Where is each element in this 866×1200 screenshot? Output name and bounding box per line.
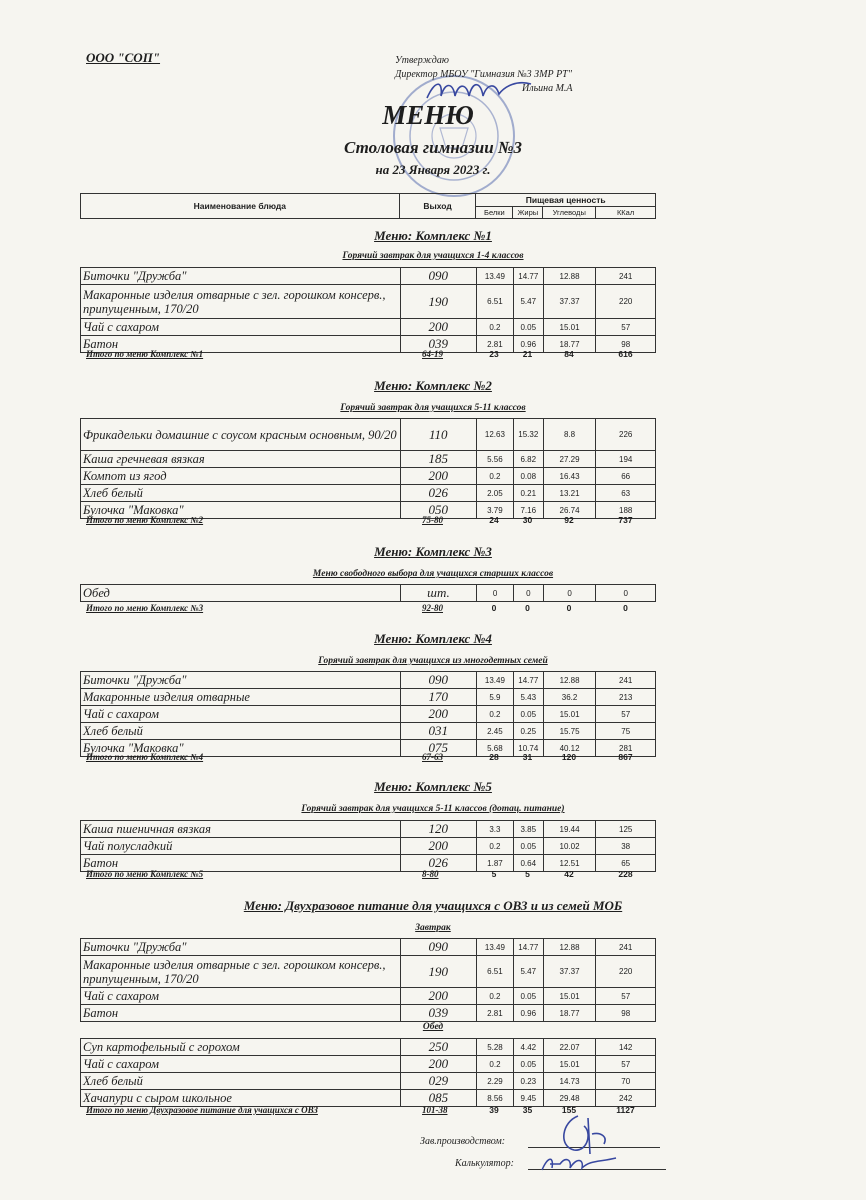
dish-output: 026 — [400, 855, 476, 872]
document-subtitle: Столовая гимназии №3 — [343, 138, 523, 157]
table-row — [81, 956, 656, 988]
dish-output: 039 — [400, 336, 476, 353]
dish-fat: 0.21 — [513, 485, 543, 502]
dish-name: Обед — [81, 585, 401, 602]
dish-fat: 14.77 — [513, 672, 543, 689]
dish-fat: 7.16 — [513, 502, 543, 519]
section-title: Меню: Комплекс №4 — [374, 631, 492, 646]
dish-output: 200 — [400, 988, 476, 1005]
dish-kcal: 57 — [596, 319, 656, 336]
dish-output: 200 — [400, 468, 476, 485]
menu-table — [80, 584, 656, 602]
total-output: 64-19 — [422, 349, 443, 359]
dish-name: Булочка "Маковка" — [81, 502, 401, 519]
total-kcal: 616 — [618, 349, 633, 359]
dish-name: Каша гречневая вязкая — [81, 451, 401, 468]
dish-fat: 0.05 — [513, 838, 543, 855]
total-kcal: 867 — [618, 752, 633, 762]
dish-kcal: 220 — [596, 956, 656, 988]
dish-output: 110 — [400, 419, 476, 451]
document-date: на 23 Января 2023 г. — [375, 162, 491, 177]
dish-fat: 10.74 — [513, 740, 543, 757]
dish-fat: 3.85 — [513, 821, 543, 838]
document-title: МЕНЮ — [382, 100, 474, 130]
dish-protein: 2.29 — [477, 1073, 514, 1090]
dish-output: 090 — [400, 939, 476, 956]
table-row — [81, 285, 656, 319]
dish-kcal: 57 — [596, 988, 656, 1005]
total-label: Итого по меню Двухразовое питание для учащихся с ОВЗ — [86, 1105, 318, 1115]
total-output: 8-80 — [422, 869, 439, 879]
dish-name: Биточки "Дружба" — [81, 672, 401, 689]
total-fat: 5 — [525, 869, 530, 879]
dish-name: Хачапури с сыром школьное — [81, 1090, 401, 1107]
dish-protein: 2.81 — [477, 336, 514, 353]
dish-kcal: 70 — [596, 1073, 656, 1090]
dish-fat: 0.05 — [513, 988, 543, 1005]
total-fat: 21 — [522, 349, 533, 359]
dish-carbs: 18.77 — [543, 1005, 596, 1022]
dish-name: Хлеб белый — [81, 1073, 401, 1090]
dish-output: 026 — [400, 485, 476, 502]
table-row — [81, 1073, 656, 1090]
total-fat: 35 — [522, 1105, 533, 1115]
dish-output: 039 — [400, 1005, 476, 1022]
dish-protein: 2.05 — [476, 485, 513, 502]
section-title: Меню: Двухразовое питание для учащихся с ОВЗ и из семей МОБ — [243, 898, 623, 913]
dish-protein: 5.28 — [477, 1039, 514, 1056]
dish-fat: 14.77 — [513, 939, 543, 956]
section-subtitle: Обед — [422, 1022, 444, 1032]
dish-output: шт. — [400, 585, 477, 602]
production-manager-label: Зав.производством: — [420, 1136, 506, 1147]
section-subtitle: Горячий завтрак для учащихся 1-4 классов — [342, 251, 524, 261]
dish-carbs: 0 — [543, 585, 596, 602]
dish-name: Батон — [81, 336, 401, 353]
header-carbs: Углеводы — [543, 207, 596, 219]
dish-name: Чай с сахаром — [81, 319, 401, 336]
calculator-signature-icon — [540, 1150, 620, 1176]
dish-protein: 0.2 — [476, 706, 513, 723]
dish-protein: 5.56 — [476, 451, 513, 468]
dish-carbs: 36.2 — [543, 689, 596, 706]
dish-kcal: 38 — [596, 838, 656, 855]
section-title: Меню: Комплекс №3 — [374, 544, 492, 559]
dish-carbs: 10.02 — [543, 838, 596, 855]
dish-kcal: 57 — [596, 1056, 656, 1073]
dish-fat: 9.45 — [513, 1090, 543, 1107]
dish-output: 200 — [400, 706, 476, 723]
dish-carbs: 12.51 — [543, 855, 596, 872]
total-fat: 0 — [525, 603, 530, 613]
dish-name: Макаронные изделия отварные — [81, 689, 401, 706]
section-title: Меню: Комплекс №5 — [374, 779, 492, 794]
menu-table — [80, 820, 656, 872]
section-title: Меню: Комплекс №2 — [374, 378, 492, 393]
total-output: 92-80 — [422, 603, 443, 613]
dish-protein: 2.45 — [476, 723, 513, 740]
total-output: 67-63 — [422, 752, 443, 762]
dish-carbs: 15.01 — [543, 706, 596, 723]
menu-table — [80, 1038, 656, 1107]
table-row — [81, 706, 656, 723]
dish-kcal: 57 — [596, 706, 656, 723]
section-subtitle: Меню свободного выбора для учащихся старших классов — [312, 569, 554, 579]
total-output: 75-80 — [422, 515, 443, 525]
total-protein: 0 — [491, 603, 497, 613]
dish-fat: 0.05 — [513, 319, 543, 336]
section-subtitle: Горячий завтрак для учащихся 5-11 классов (дотац. питание) — [301, 804, 565, 814]
table-row — [81, 988, 656, 1005]
total-protein: 24 — [489, 515, 499, 525]
dish-kcal: 213 — [596, 689, 656, 706]
dish-carbs: 29.48 — [543, 1090, 596, 1107]
dish-carbs: 27.29 — [543, 451, 596, 468]
total-protein: 28 — [489, 752, 499, 762]
dish-carbs: 15.75 — [543, 723, 596, 740]
dish-name: Каша пшеничная вязкая — [81, 821, 401, 838]
table-row — [81, 485, 656, 502]
dish-output: 090 — [400, 268, 476, 285]
table-row — [81, 585, 656, 602]
dish-name: Суп картофельный с горохом — [81, 1039, 401, 1056]
dish-kcal: 0 — [596, 585, 656, 602]
menu-table — [80, 418, 656, 519]
dish-kcal: 75 — [596, 723, 656, 740]
dish-protein: 6.51 — [477, 285, 514, 319]
table-row — [81, 419, 656, 451]
total-kcal: 0 — [623, 603, 628, 613]
total-fat: 30 — [522, 515, 533, 525]
dish-name: Чай с сахаром — [81, 1056, 401, 1073]
total-label: Итого по меню Комплекс №4 — [86, 752, 204, 762]
dish-kcal: 142 — [596, 1039, 656, 1056]
dish-kcal: 242 — [596, 1090, 656, 1107]
dish-protein: 8.56 — [477, 1090, 514, 1107]
dish-protein: 0.2 — [476, 468, 513, 485]
dish-protein: 1.87 — [477, 855, 514, 872]
dish-name: Макаронные изделия отварные с зел. горошком консерв., припущенным, 170/20 — [81, 956, 401, 988]
dish-output: 250 — [400, 1039, 476, 1056]
total-output: 101-38 — [422, 1105, 448, 1115]
menu-table — [80, 267, 656, 353]
total-label: Итого по меню Комплекс №5 — [86, 869, 204, 879]
dish-output: 190 — [400, 285, 476, 319]
calculator-label: Калькулятор: — [455, 1158, 514, 1169]
dish-name: Хлеб белый — [81, 723, 401, 740]
header-nutrition: Пищевая ценность — [476, 194, 656, 207]
dish-kcal: 125 — [596, 821, 656, 838]
approve-line-2: Директор МБОУ "Гимназия №3 ЗМР РТ" — [395, 69, 572, 80]
org-name: ООО "СОП" — [86, 50, 161, 65]
dish-output: 200 — [400, 319, 476, 336]
dish-carbs: 18.77 — [543, 336, 596, 353]
total-carbs: 0 — [566, 603, 572, 613]
dish-fat: 6.82 — [513, 451, 543, 468]
dish-fat: 0.64 — [513, 855, 543, 872]
dish-name: Биточки "Дружба" — [81, 939, 401, 956]
dish-carbs: 22.07 — [543, 1039, 596, 1056]
dish-output: 185 — [400, 451, 476, 468]
section-title: Меню: Комплекс №1 — [374, 228, 492, 243]
header-protein: Белки — [476, 207, 513, 219]
table-row — [81, 1090, 656, 1107]
approve-line-3: Ильина М.А — [522, 83, 573, 94]
table-row — [81, 319, 656, 336]
total-protein: 5 — [491, 869, 497, 879]
total-carbs: 42 — [564, 869, 574, 879]
total-kcal: 737 — [618, 515, 633, 525]
header-kcal: ККал — [596, 207, 656, 219]
dish-protein: 0 — [477, 585, 514, 602]
dish-fat: 5.47 — [513, 956, 543, 988]
total-protein: 23 — [489, 349, 499, 359]
dish-kcal: 188 — [596, 502, 656, 519]
table-row — [81, 689, 656, 706]
dish-fat: 0.05 — [513, 1056, 543, 1073]
dish-protein: 5.9 — [476, 689, 513, 706]
dish-name: Макаронные изделия отварные с зел. горошком консерв., припущенным, 170/20 — [81, 285, 401, 319]
dish-output: 120 — [400, 821, 476, 838]
dish-protein: 0.2 — [477, 838, 514, 855]
menu-table — [80, 671, 656, 757]
total-carbs: 84 — [564, 349, 574, 359]
total-carbs: 120 — [561, 752, 577, 762]
section-subtitle: Горячий завтрак для учащихся 5-11 классов — [340, 403, 526, 413]
dish-kcal: 65 — [596, 855, 656, 872]
dish-protein: 2.81 — [477, 1005, 514, 1022]
dish-fat: 5.47 — [513, 285, 543, 319]
total-protein: 39 — [489, 1105, 499, 1115]
dish-name: Хлеб белый — [81, 485, 401, 502]
dish-fat: 0.08 — [513, 468, 543, 485]
table-row — [81, 1056, 656, 1073]
dish-carbs: 12.88 — [543, 672, 596, 689]
dish-protein: 13.49 — [476, 672, 513, 689]
header-name: Наименование блюда — [81, 194, 400, 219]
dish-fat: 0.05 — [513, 706, 543, 723]
dish-name: Чай полусладкий — [81, 838, 401, 855]
table-row — [81, 451, 656, 468]
dish-fat: 0.96 — [513, 1005, 543, 1022]
total-label: Итого по меню Комплекс №1 — [86, 349, 204, 359]
dish-name: Булочка "Маковка" — [81, 740, 401, 757]
dish-protein: 6.51 — [477, 956, 514, 988]
dish-carbs: 37.37 — [543, 285, 596, 319]
dish-fat: 0 — [513, 585, 543, 602]
dish-carbs: 8.8 — [543, 419, 596, 451]
dish-output: 190 — [400, 956, 476, 988]
dish-carbs: 16.43 — [543, 468, 596, 485]
dish-carbs: 14.73 — [543, 1073, 596, 1090]
dish-fat: 0.23 — [513, 1073, 543, 1090]
dish-carbs: 12.88 — [543, 939, 596, 956]
total-kcal: 228 — [618, 869, 633, 879]
dish-protein: 0.2 — [477, 988, 514, 1005]
dish-output: 090 — [400, 672, 476, 689]
approve-line-1: Утверждаю — [395, 55, 449, 66]
dish-fat: 5.43 — [513, 689, 543, 706]
dish-output: 085 — [400, 1090, 476, 1107]
dish-carbs: 40.12 — [543, 740, 596, 757]
total-kcal: 1127 — [616, 1105, 635, 1115]
dish-protein: 0.2 — [477, 319, 514, 336]
table-row — [81, 939, 656, 956]
table-row — [81, 1005, 656, 1022]
total-fat: 31 — [522, 752, 533, 762]
dish-kcal: 194 — [596, 451, 656, 468]
dish-carbs: 13.21 — [543, 485, 596, 502]
dish-kcal: 98 — [596, 336, 656, 353]
dish-output: 200 — [400, 1056, 476, 1073]
total-label: Итого по меню Комплекс №2 — [86, 515, 204, 525]
dish-output: 031 — [400, 723, 476, 740]
table-row — [81, 1039, 656, 1056]
table-row — [81, 268, 656, 285]
dish-protein: 13.49 — [477, 268, 514, 285]
dish-kcal: 98 — [596, 1005, 656, 1022]
table-row — [81, 838, 656, 855]
dish-protein: 0.2 — [477, 1056, 514, 1073]
table-row — [81, 723, 656, 740]
dish-protein: 12.63 — [476, 419, 513, 451]
header-fat: Жиры — [513, 207, 543, 219]
dish-fat: 15.32 — [513, 419, 543, 451]
dish-carbs: 19.44 — [543, 821, 596, 838]
dish-carbs: 37.37 — [543, 956, 596, 988]
dish-output: 050 — [400, 502, 476, 519]
dish-carbs: 12.88 — [543, 268, 596, 285]
section-subtitle: Горячий завтрак для учащихся из многодетных семей — [318, 656, 548, 666]
total-label: Итого по меню Комплекс №3 — [86, 603, 204, 613]
dish-fat: 4.42 — [513, 1039, 543, 1056]
dish-protein: 3.3 — [477, 821, 514, 838]
total-carbs: 155 — [561, 1105, 577, 1115]
dish-fat: 0.96 — [513, 336, 543, 353]
dish-kcal: 241 — [596, 939, 656, 956]
dish-fat: 14.77 — [513, 268, 543, 285]
section-subtitle: Завтрак — [415, 923, 451, 933]
dish-protein: 5.68 — [476, 740, 513, 757]
header-output: Выход — [399, 194, 476, 219]
table-row — [81, 821, 656, 838]
dish-name: Батон — [81, 855, 401, 872]
dish-name: Батон — [81, 1005, 401, 1022]
dish-protein: 3.79 — [476, 502, 513, 519]
dish-carbs: 15.01 — [543, 1056, 596, 1073]
dish-output: 029 — [400, 1073, 476, 1090]
dish-output: 075 — [400, 740, 476, 757]
dish-name: Чай с сахаром — [81, 706, 401, 723]
dish-name: Фрикадельки домашние с соусом красным основным, 90/20 — [81, 419, 401, 451]
dish-name: Компот из ягод — [81, 468, 401, 485]
dish-kcal: 63 — [596, 485, 656, 502]
table-row — [81, 672, 656, 689]
dish-carbs: 15.01 — [543, 988, 596, 1005]
table-header — [80, 193, 656, 219]
dish-kcal: 281 — [596, 740, 656, 757]
dish-carbs: 26.74 — [543, 502, 596, 519]
dish-kcal: 220 — [596, 285, 656, 319]
dish-output: 170 — [400, 689, 476, 706]
dish-kcal: 241 — [596, 268, 656, 285]
dish-name: Чай с сахаром — [81, 988, 401, 1005]
dish-protein: 13.49 — [477, 939, 514, 956]
total-carbs: 92 — [564, 515, 574, 525]
menu-table — [80, 938, 656, 1022]
dish-kcal: 241 — [596, 672, 656, 689]
dish-carbs: 15.01 — [543, 319, 596, 336]
dish-kcal: 66 — [596, 468, 656, 485]
dish-name: Биточки "Дружба" — [81, 268, 401, 285]
table-row — [81, 468, 656, 485]
dish-fat: 0.25 — [513, 723, 543, 740]
dish-kcal: 226 — [596, 419, 656, 451]
dish-output: 200 — [400, 838, 476, 855]
